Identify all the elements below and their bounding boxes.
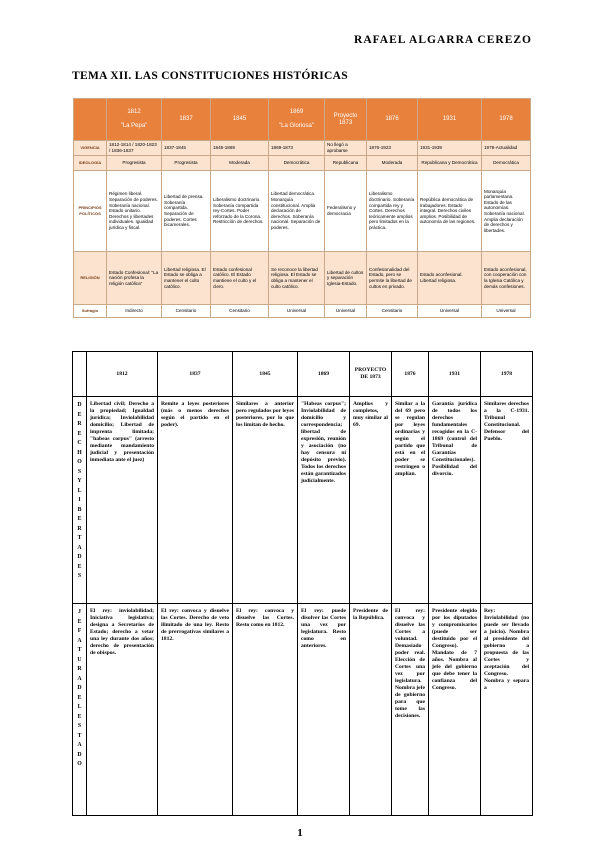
cell: Progresista [162,156,211,171]
year-header: 1812 [87,352,158,397]
summary-year: Proyecto 1873 [325,99,367,141]
cell: Régimen liberal. Separación de poderes. Soberanía nacional. Estado unitario. Derechos y libertades individuales. Igualdad jurídica y fiscal. [107,171,162,252]
head-of-state-row [73,604,533,816]
rights-cell: Libertad civil; Derecho a la propiedad; Igualdad jurídica; Inviolabilidad domicilio; Libertad de imprenta limitada; "habeas corpus" (arresto mediante mandamiento judicial y presentación inmediata ante el juez) [87,397,158,604]
cell: Estado Confesional: "La nación profesa la religión católica" [107,252,162,305]
head-of-state-cell: Presidente elegido por los diputados y compromisarios (puede ser destituido por el Congreso). Mandato de 7 años. Nombra al jefe del gobierno que debe tener la confianza del Congreso. [429,604,481,816]
summary-year: 1869 "La Gloriosa" [269,99,325,141]
year-header: 1876 [392,352,429,397]
cell: 1876-1923 [367,141,418,156]
summary-year: 1837 [162,99,211,141]
summary-year: 1845 [211,99,269,141]
detail-table [72,351,533,816]
row-label: IDEOLOGÍA [74,156,107,171]
cell: Libertad de prensa. Soberanía compartida. Separación de poderes. Cortes bicamerales. [162,171,211,252]
rights-row [73,397,533,604]
cell: Confesionalidad del Estado, pero se permite la libertad de cultos en privado. [367,252,418,305]
row-label: Sufragio [74,305,107,318]
summary-row-vigencia [74,141,531,156]
rights-cell: "Habeas corpus"; Inviolabilidad de domicilio y correspondencia; libertad de expresión, reunión y asociación (no hay censura ni depósito previo). Todos los derechos están garantizados judicialmente. [298,397,350,604]
rights-cell: Garantía jurídica de todos los derechos fundamentales recogidos en la C-1869 (control del Tribunal de Garantías Constitucionales). Posibilidad del divorcio. [429,397,481,604]
year-header: 1845 [233,352,298,397]
cell: Estado aconfesional. Libertad religiosa. [418,252,482,305]
rights-cell: Similares derechos a la C-1931. Tribunal Constitucional. Defensor del Pueblo. [481,397,533,604]
cell: 1869-1873 [269,141,325,156]
cell: Libertad religiosa. El Estado se obliga a mantener el culto católico. [162,252,211,305]
cell: Se reconoce la libertad religiosa. El Estado se obliga a mantener el culto católico. [269,252,325,305]
row-label: PRINCIPIOS POLÍTICOS [74,171,107,252]
summary-year: 1876 [367,99,418,141]
cell: Censitario [211,305,269,318]
cell: Republicana [325,156,367,171]
summary-header-row [74,99,531,141]
rights-cell: Similar a la del 69 pero se regulan por leyes ordinarias y según el partido que está en el poder se restringen o amplían. [392,397,429,604]
cell: Universal [418,305,482,318]
cell: 1931-1939 [418,141,482,156]
year-header: 1931 [429,352,481,397]
cell: Indirecto [107,305,162,318]
detail-corner [73,352,87,397]
summary-row-sufragio [74,305,531,318]
page-title: TEMA XII. LAS CONSTITUCIONES HISTÓRICAS [72,70,348,82]
cell: 1845-1869 [211,141,269,156]
head-of-state-cell: El rey: convoca y disuelve las Cortes a voluntad. Demasiado poder real. Elección de Cortes una vez por legislatura. Nombra jefe de gobierno para que tome las decisiones. [392,604,429,816]
row-label: VIGENCIA [74,141,107,156]
summary-corner [74,99,107,141]
summary-row-religion [74,252,531,305]
cell: Censitario [162,305,211,318]
cell: Federalismo y democracia [325,171,367,252]
head-of-state-cell: El rey: convoca y disuelve las Cortes. Resto como en 1812. [233,604,298,816]
cell: Democrática [482,156,531,171]
cell: Libertad de cultos y separación Iglesia-Estado. [325,252,367,305]
cell: 1978-Actualidad [482,141,531,156]
head-of-state-cell: El rey: inviolabilidad; Iniciativa legislativa; designa a Secretarios de Estado; derecho a vetar una ley durante dos años; derecho de presentación de obispos. [87,604,158,816]
cell: 1812-1814 / 1820-1823 / 1836-1837 [107,141,162,156]
detail-header-row [73,352,533,397]
head-of-state-cell: Presidente de la República. [350,604,392,816]
cell: Liberalismo doctrinario. Soberanía compartida rey y Cortes. Derechos teóricamente amplios pero limitados en la práctica. [367,171,418,252]
rights-cell: Amplios y completos, muy similar al 69. [350,397,392,604]
cell: Moderada [211,156,269,171]
summary-year: 1931 [418,99,482,141]
summary-table [73,98,531,318]
cell: Estado aconfesional, con cooperación con la Iglesia Católica y demás confesiones. [482,252,531,305]
cell: Moderada [367,156,418,171]
cell: Republicana y Democrática [418,156,482,171]
rights-cell: Remite a leyes posteriores (más o menos derechos según el partido en el poder). [158,397,233,604]
page-number: 1 [297,827,303,839]
summary-year: 1812 "La Pepa" [107,99,162,141]
summary-row-ideologia [74,156,531,171]
row-label: RELIGIÓN [74,252,107,305]
summary-row-principios [74,171,531,252]
cell: Liberalismo doctrinario. Soberanía compartida rey-Cortes. Poder reforzado de la Corona. Restricción de derechos. [211,171,269,252]
vertical-row-label: J E F A T U R A D E L E S T A D O [73,604,87,816]
head-of-state-cell: El rey: puede disolver las Cortes una vez por legislatura. Resto como en anteriores. [298,604,350,816]
year-header: 1978 [481,352,533,397]
cell: Progresista [107,156,162,171]
author-name: RAFAEL ALGARRA CEREZO [354,34,532,46]
cell: Universal [269,305,325,318]
cell: Democrática [269,156,325,171]
cell: Universal [325,305,367,318]
cell: Universal [482,305,531,318]
head-of-state-cell: El rey: convoca y disuelve las Cortes. Derecho de veto ilimitado de una ley. Resto de prerrogativas similares a 1812. [158,604,233,816]
cell: 1837-1845 [162,141,211,156]
year-header: PROYECTO DE 1873 [350,352,392,397]
year-header: 1869 [298,352,350,397]
summary-year: 1978 [482,99,531,141]
cell: República democrática de trabajadores. Estado integral. Derechos civiles amplios. Posibilidad de autonomía de las regiones. [418,171,482,252]
rights-cell: Similares a anterior pero regulados por leyes posteriores, por lo que los limitan de hecho. [233,397,298,604]
cell: No llegó a aprobarse [325,141,367,156]
head-of-state-cell: Rey: Inviolabilidad (no puede ser llevado a juicio). Nombra al presidente del gobierno a propuesta de las Cortes y aceptación del Congreso. Nombra y separa a [481,604,533,816]
cell: Censitario [367,305,418,318]
vertical-row-label: D E R E C H O S Y L I B E R T A D E S [73,397,87,604]
cell: Monarquía parlamentaria. Estado de las autonomías. Soberanía nacional. Amplia declaración de derechos y libertades. [482,171,531,252]
year-header: 1837 [158,352,233,397]
cell: Libertad democrática. Monarquía constitucional. Amplia declaración de derechos. Soberanía nacional. Separación de poderes. [269,171,325,252]
cell: Estado confesional católico. El Estado mantiene el culto y el clero. [211,252,269,305]
